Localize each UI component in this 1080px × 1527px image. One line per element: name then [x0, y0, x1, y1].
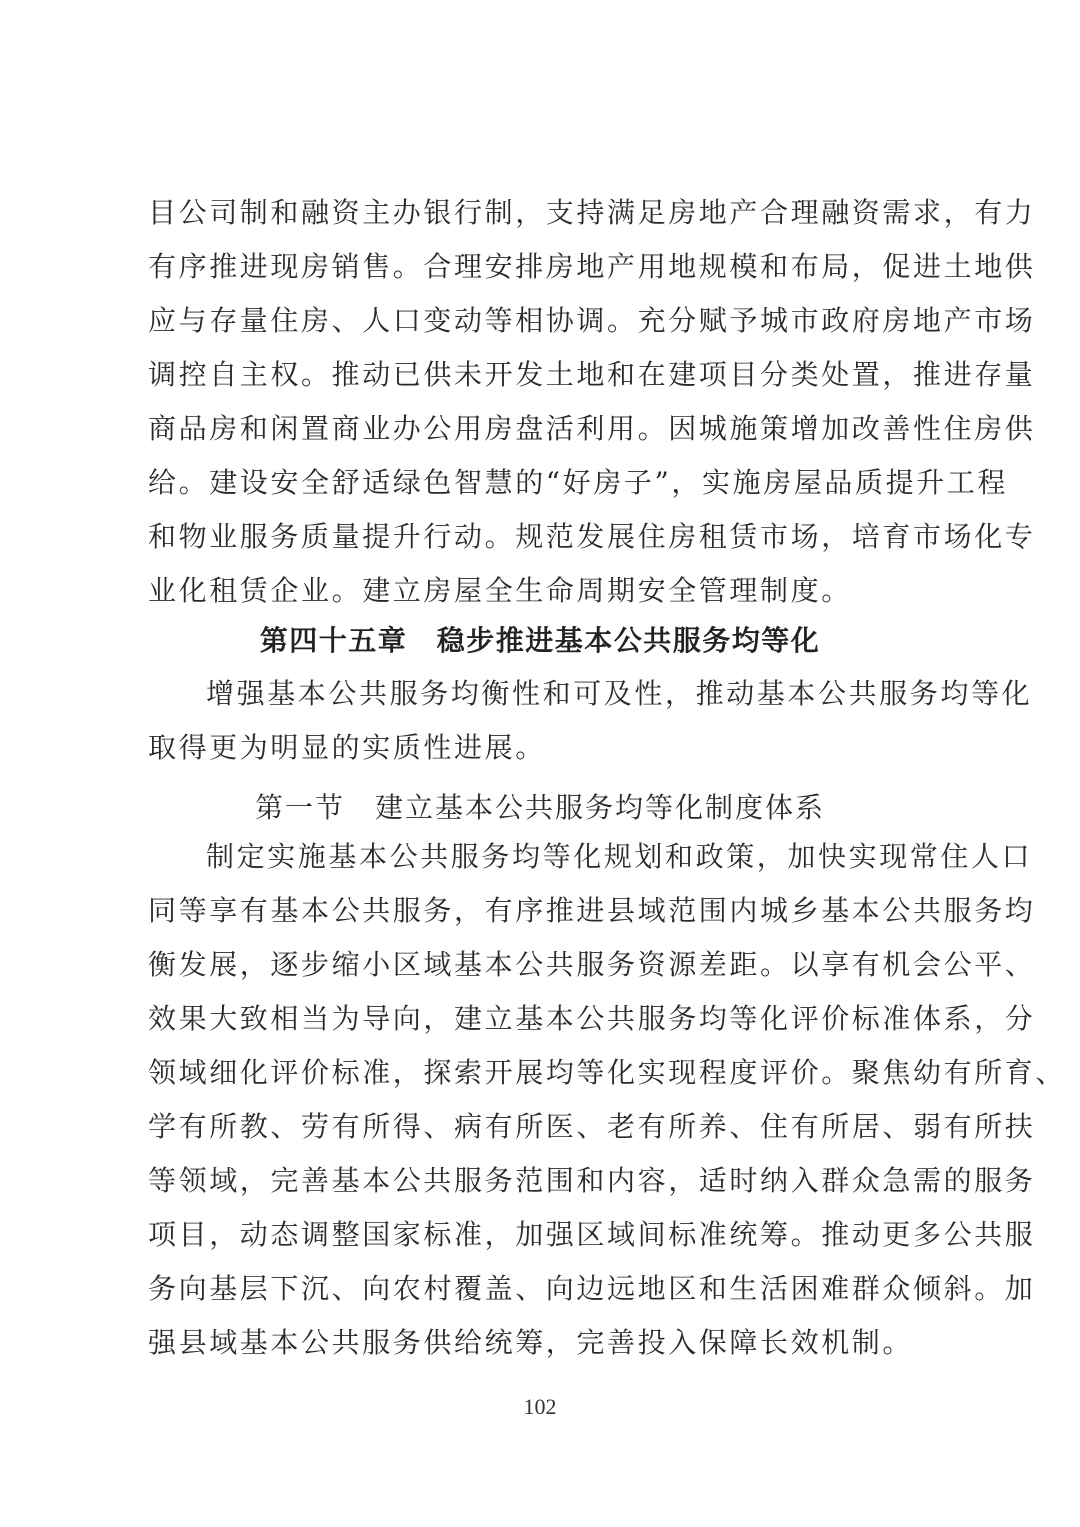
paragraph-line: 取得更为明显的实质性进展。 — [148, 731, 546, 764]
paragraph-public-services — [148, 830, 1067, 1370]
paragraph-line: 和物业服务质量提升行动。规范发展住房租赁市场，培育市场化专 — [148, 520, 1036, 553]
paragraph-line: 务向基层下沉、向农村覆盖、向边远地区和生活困难群众倾斜。加 — [148, 1272, 1036, 1305]
section-heading: 第一节 建立基本公共服务均等化制度体系 — [254, 791, 825, 824]
paragraph-line: 商品房和闲置商业办公用房盘活利用。因城施策增加改善性住房供 — [148, 412, 1036, 445]
paragraph-line: 给。建设安全舒适绿色智慧的“好房子”，实施房屋品质提升工程 — [148, 466, 1009, 499]
paragraph-line: 制定实施基本公共服务均等化规划和政策，加快实现常住人口 — [206, 840, 1033, 873]
paragraph-line: 等领域，完善基本公共服务范围和内容，适时纳入群众急需的服务 — [148, 1164, 1036, 1197]
paragraph-line: 应与存量住房、人口变动等相协调。充分赋予城市政府房地产市场 — [148, 304, 1036, 337]
page-number: 102 — [523, 1394, 557, 1419]
paragraph-line: 目公司制和融资主办银行制，支持满足房地产合理融资需求，有力 — [148, 196, 1036, 229]
paragraph-line: 领域细化评价标准，探索开展均等化实现程度评价。聚焦幼有所育、 — [148, 1056, 1067, 1089]
paragraph-line: 学有所教、劳有所得、病有所医、老有所养、住有所居、弱有所扶 — [148, 1110, 1036, 1143]
paragraph-line: 业化租赁企业。建立房屋全生命周期安全管理制度。 — [148, 574, 852, 607]
paragraph-line: 增强基本公共服务均衡性和可及性，推动基本公共服务均等化 — [206, 677, 1033, 710]
paragraph-line: 调控自主权。推动已供未开发土地和在建项目分类处置，推进存量 — [148, 358, 1036, 391]
paragraph-housing-market — [148, 186, 1036, 618]
paragraph-line: 效果大致相当为导向，建立基本公共服务均等化评价标准体系，分 — [148, 1002, 1036, 1035]
paragraph-line: 衡发展，逐步缩小区域基本公共服务资源差距。以享有机会公平、 — [148, 948, 1036, 981]
paragraph-chapter-intro — [148, 667, 1033, 775]
paragraph-line: 项目，动态调整国家标准，加强区域间标准统筹。推动更多公共服 — [148, 1218, 1036, 1251]
paragraph-line: 同等享有基本公共服务，有序推进县域范围内城乡基本公共服务均 — [148, 894, 1036, 927]
paragraph-line: 强县域基本公共服务供给统筹，完善投入保障长效机制。 — [148, 1326, 914, 1359]
chapter-heading: 第四十五章 稳步推进基本公共服务均等化 — [259, 624, 821, 657]
paragraph-line: 有序推进现房销售。合理安排房地产用地规模和布局，促进土地供 — [148, 250, 1036, 283]
